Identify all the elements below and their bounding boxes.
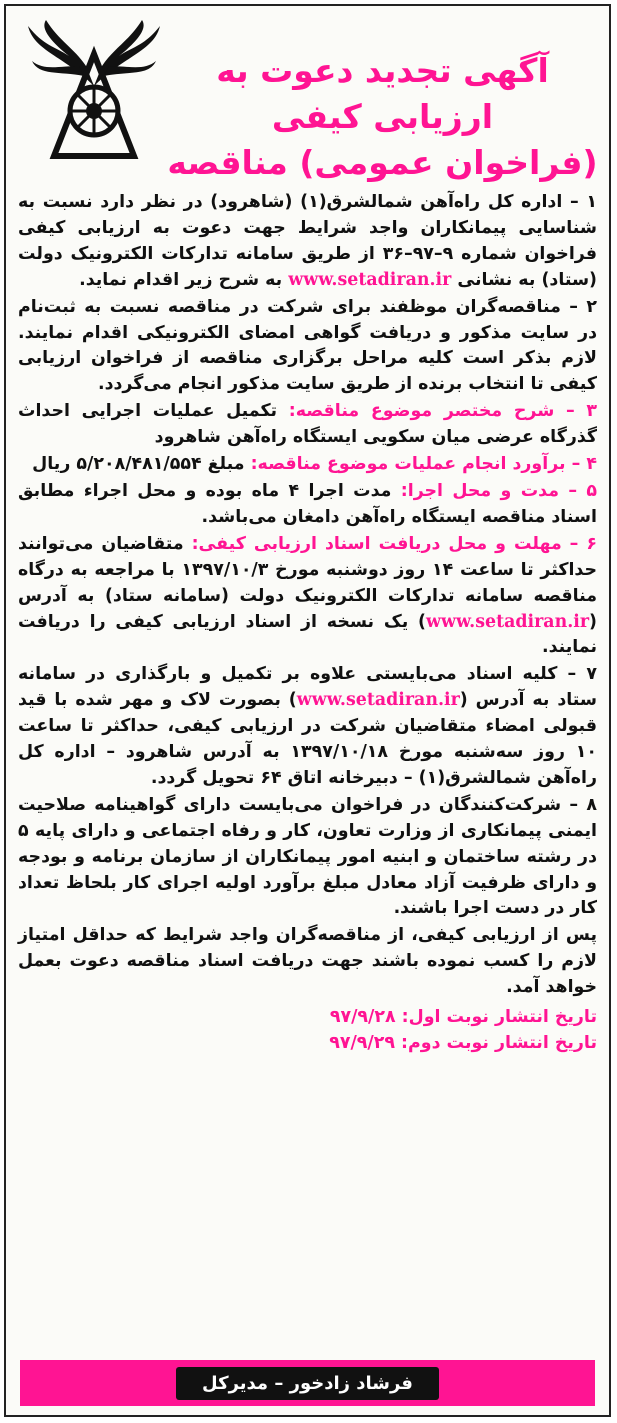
title-line-2: ارزیابی کیفی — [271, 97, 494, 136]
title-line-3: (فراخوان عمومی) مناقصه — [167, 143, 598, 182]
notice-title — [166, 48, 599, 186]
item-2: ۲ – مناقصه‌گران موظفند برای شرکت در مناقصه نسبت به ثبت‌نام در سایت مذکور و دریافت گواهی امضای الکترونیکی اقدام نمایند. لازم بذکر است کلیه مراحل برگزاری مناقصه از فراخوان ارزیابی کیفی تا انتخاب برنده از طریق سایت مذکور انجام می‌گردد. — [18, 296, 597, 395]
item-label: ۵ – مدت و محل اجرا: — [400, 480, 597, 501]
item-1: ۱ – اداره کل راه‌آهن شمالشرق(۱) (شاهرود) در نظر دارد نسبت به شناسایی پیمانکاران واجد شرایط جهت دعوت به ارزیابی کیفی فراخوان شماره ۹–۹۷–۳۶ از طریق سامانه تدارکات الکترونیک دولت (ستاد) به نشانی www.setadiran.ir به شرح زیر اقدام نماید. — [18, 192, 597, 290]
item-5: ۵ – مدت و محل اجرا: مدت اجرا ۴ ماه بوده و محل اجراء مطابق اسناد مناقصه ایستگاه راه‌آهن دامغان می‌باشد. — [18, 480, 597, 527]
item-label: ۶ – مهلت و محل دریافت اسناد ارزیابی کیفی: — [191, 533, 597, 554]
item-3: ۳ – شرح مختصر موضوع مناقصه: تکمیل عملیات اجرایی احداث گذرگاه عرضی میان سکویی ایستگاه راه‌آهن شاهرود — [18, 401, 597, 448]
item-6: ۶ – مهلت و محل دریافت اسناد ارزیابی کیفی: متقاضیان می‌توانند حداکثر تا ساعت ۱۴ روز دوشنبه مورخ ۱۳۹۷/۱۰/۳ با مراجعه به درگاه مناقصه سامانه تدارکات الکترونیک دولت (سامانه ستاد) به آدرس (www.setadiran.ir) یک نسخه از اسناد ارزیابی کیفی را دریافت نمایند. — [18, 533, 597, 658]
second-publication-date: تاریخ انتشار نوبت دوم: ۹۷/۹/۲۹ — [329, 1033, 597, 1053]
signature: فرشاد زادخور – مدیرکل — [176, 1367, 439, 1400]
website-link[interactable]: www.setadiran.ir — [296, 690, 460, 711]
item-label: ۴ – برآورد انجام عملیات موضوع مناقصه: — [250, 454, 597, 475]
item-8: ۸ – شرکت‌کنندگان در فراخوان می‌بایست دارای گواهینامه صلاحیت ایمنی پیمانکاری از وزارت تعاون، کار و رفاه اجتماعی و دارای پایه ۵ در رشته ساختمان و ابنیه امور پیمانکاران از سازمان برنامه و بودجه و دارای ظرفیت آزاد معادل مبلغ برآورد اولیه اجرای کار بلحاظ تعداد کار در دست اجرا باشند. — [18, 794, 597, 919]
website-link[interactable]: www.setadiran.ir — [288, 269, 452, 290]
item-label: ۳ – شرح مختصر موضوع مناقصه: — [288, 401, 597, 422]
item-closing: پس از ارزیابی کیفی، از مناقصه‌گران واجد شرایط که حداقل امتیاز لازم را کسب نموده باشند جهت دریافت اسناد مناقصه دعوت بعمل خواهد آمد. — [18, 925, 597, 998]
item-4: ۴ – برآورد انجام عملیات موضوع مناقصه: مبلغ ۵/۲۰۸/۴۸۱/۵۵۴ ریال — [32, 454, 597, 475]
notice-frame — [4, 4, 611, 1417]
item-7: ۷ – کلیه اسناد می‌بایستی علاوه بر تکمیل و بارگذاری در سامانه ستاد به آدرس (www.setadiran.ir) بصورت لاک و مهر شده با قید قبولی امضاء متقاضیان شرکت در ارزیابی کیفی، حداکثر تا ساعت ۱۰ روز سه‌شنبه مورخ ۱۳۹۷/۱۰/۱۸ به آدرس شاهرود – اداره کل راه‌آهن شمالشرق(۱) – دبیرخانه اتاق ۶۴ تحویل گردد. — [18, 664, 597, 788]
website-link[interactable]: www.setadiran.ir — [426, 611, 590, 632]
signature-bar — [20, 1360, 595, 1406]
first-publication-date: تاریخ انتشار نوبت اول: ۹۷/۹/۲۸ — [329, 1007, 597, 1028]
publication-dates — [18, 1005, 597, 1057]
title-line-1: آگهی تجدید دعوت به — [216, 51, 549, 90]
notice-body — [18, 190, 597, 1057]
winged-wheel-rail-emblem-icon — [24, 16, 164, 176]
